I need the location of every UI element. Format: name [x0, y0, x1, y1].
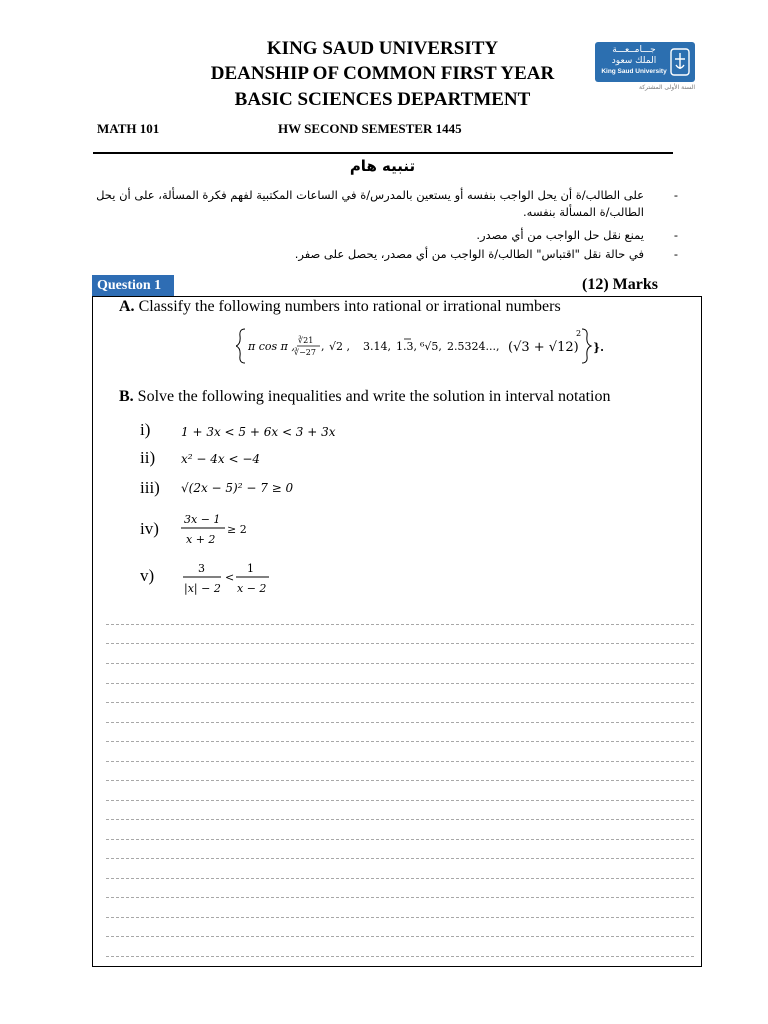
- set-cuberoot-neg27: ∛−27: [294, 348, 316, 357]
- set-cuberoot-21: ∛21: [298, 336, 314, 345]
- fraction-numerator: 3x − 1: [184, 513, 221, 526]
- answer-line[interactable]: [106, 800, 694, 801]
- set-comma: ,: [321, 340, 325, 353]
- part-a-letter: A.: [119, 298, 135, 315]
- deanship-name: DEANSHIP OF COMMON FIRST YEAR: [210, 63, 555, 84]
- fraction-denominator: x − 2: [237, 582, 267, 595]
- answer-line[interactable]: [106, 741, 694, 742]
- notice-item-text: في حالة نقل "اقتباس" الطالب/ة الواجب من أي مصدر، يحصل على صفر.: [294, 247, 644, 261]
- hw-title: HW SECOND SEMESTER 1445: [278, 121, 462, 136]
- number-set: [236, 326, 606, 366]
- answer-line[interactable]: [106, 683, 694, 684]
- answer-line[interactable]: [106, 761, 694, 762]
- answer-line[interactable]: [106, 780, 694, 781]
- course-code: MATH 101: [97, 121, 160, 136]
- inequality-expression: x² − 4x < −4: [181, 452, 261, 466]
- fraction-denominator: x + 2: [186, 533, 216, 546]
- inequality-fraction: [181, 558, 301, 598]
- set-sqrt2: √2 ,: [329, 340, 351, 353]
- question-marks: (12) Marks: [582, 276, 658, 293]
- part-b-prompt: [119, 388, 610, 406]
- logo-badge: [595, 42, 695, 82]
- answer-line[interactable]: [106, 917, 694, 918]
- set-sixthroot-5: ⁶√5,: [420, 340, 442, 353]
- inequality-number: ii): [140, 448, 156, 467]
- department-name: BASIC SCIENCES DEPARTMENT: [234, 89, 531, 110]
- inequality-number: iv): [140, 519, 159, 538]
- answer-line[interactable]: [106, 702, 694, 703]
- inequality-expression: 1 + 3x < 5 + 6x < 3 + 3x: [181, 425, 336, 439]
- left-brace: [236, 329, 245, 363]
- part-b-text: Solve the following inequalities and write the solution in interval notation: [133, 388, 611, 405]
- answer-line[interactable]: [106, 663, 694, 664]
- answer-line[interactable]: [106, 624, 694, 625]
- answer-line[interactable]: [106, 839, 694, 840]
- notice-item: [96, 187, 678, 221]
- answer-line[interactable]: [106, 878, 694, 879]
- logo-subtitle: السنة الأولى المشتركة: [638, 84, 695, 91]
- answer-line[interactable]: [106, 858, 694, 859]
- ksu-logo: [595, 42, 697, 94]
- inequality-number: iii): [140, 478, 160, 497]
- notice-title: تنبيه هام: [349, 157, 416, 175]
- notice-item: [96, 246, 678, 263]
- inequality-fraction: [181, 509, 301, 549]
- notice-bullet: -: [673, 247, 678, 261]
- set-314: 3.14,: [363, 340, 391, 353]
- set-close: }.: [593, 341, 604, 354]
- answer-line[interactable]: [106, 722, 694, 723]
- fraction-numerator: 3: [198, 562, 205, 575]
- logo-arabic-text: جـــامــعـــة الملك سعود: [611, 45, 657, 66]
- inequality-number: v): [140, 566, 155, 585]
- fraction-rhs: ≥ 2: [227, 523, 247, 536]
- set-sum: (√3 + √12): [508, 340, 579, 355]
- inequality-number: i): [140, 420, 151, 439]
- part-a-prompt: [119, 298, 561, 316]
- notice-bullet: -: [673, 228, 678, 242]
- notice-item-text: يمنع نقل حل الواجب من أي مصدر.: [476, 228, 644, 242]
- notice-item: [96, 227, 678, 244]
- header-divider: [93, 152, 673, 154]
- ksu-crest-icon: [670, 47, 690, 77]
- set-1-3-repeating: 1.3,: [396, 340, 417, 353]
- part-a-text: Classify the following numbers into rational or irrational numbers: [134, 298, 561, 315]
- answer-line[interactable]: [106, 819, 694, 820]
- set-exponent: 2: [576, 329, 582, 338]
- answer-line[interactable]: [106, 936, 694, 937]
- set-pi-cos: π cos π ,: [248, 340, 295, 353]
- fraction-denominator: |x| − 2: [184, 582, 221, 595]
- fraction-numerator: 1: [247, 562, 254, 575]
- logo-english-text: King Saud University: [601, 68, 667, 75]
- university-name: KING SAUD UNIVERSITY: [266, 38, 499, 59]
- fraction-less-than: <: [225, 571, 235, 584]
- set-25324: 2.5324...,: [447, 340, 500, 353]
- notice-item-text: على الطالب/ة أن يحل الواجب بنفسه أو يستعين بالمدرس/ة في الساعات المكتبية لفهم فكرة المسألة، على أن يحل الطالب/ة المسألة بنفسه.: [96, 188, 644, 219]
- notice-bullet: -: [673, 188, 678, 202]
- inequality-expression: √(2x − 5)² − 7 ≥ 0: [181, 481, 294, 495]
- answer-line[interactable]: [106, 956, 694, 957]
- right-brace: [582, 329, 591, 363]
- answer-line[interactable]: [106, 897, 694, 898]
- question-label: Question 1: [92, 275, 174, 296]
- answer-line[interactable]: [106, 643, 694, 644]
- part-b-letter: B.: [119, 388, 134, 405]
